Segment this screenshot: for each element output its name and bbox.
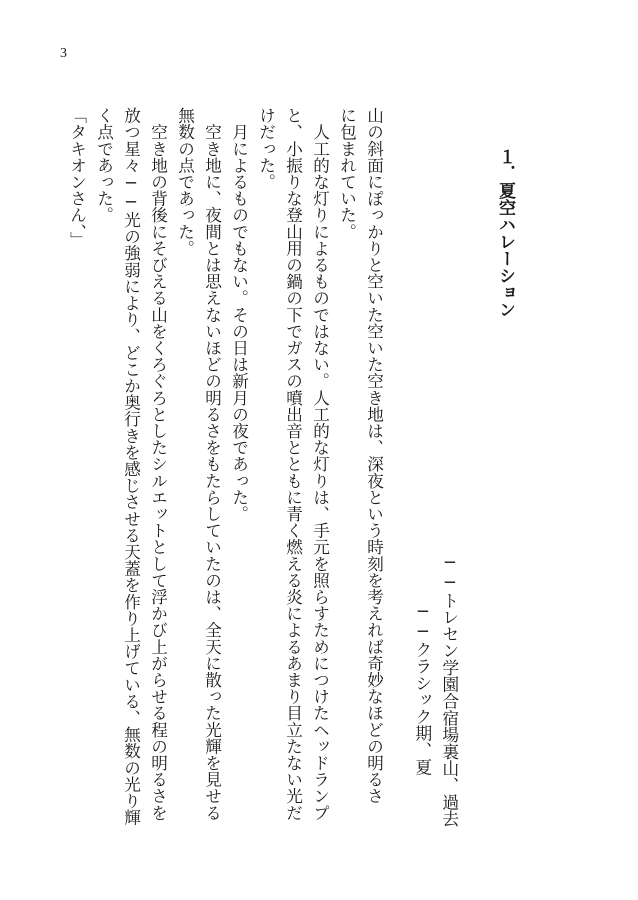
body-line-7: 空き地に、夜間とは思えないほどの明るさをもたらしていたのは、全天に散った光輝を見せる (202, 107, 222, 821)
body-line-3: 人工的な灯りによるものではない。人工的な灯りは、手元を照らすためにつけたヘッドランプ (310, 107, 330, 821)
body-line-8: 無数の点であった。 (175, 107, 195, 257)
location-line-2: ──クラシック期、夏 (412, 601, 433, 776)
body-line-4: と、小振りな登山用の鍋の下でガスの噴出音とともに青く燃える炎によるあまり目立たない光だ (283, 107, 303, 821)
body-line-9: 空き地の背後にそびえる山をくろぐろとしたシルエットとして浮かび上がらせる程の明るさを (148, 107, 168, 821)
location-line-1: ──トレセン学園合宿場裏山、過去 (439, 552, 460, 828)
body-line-6: 月によるものでもない。その日は新月の夜であった。 (229, 107, 249, 522)
chapter-title: １．夏空ハレーション (495, 148, 515, 318)
page-number: 3 (60, 46, 67, 61)
body-line-5: けだった。 (256, 107, 276, 190)
body-line-12: 「タキオンさん、」 (67, 107, 87, 249)
body-line-2: に包まれていた。 (337, 107, 357, 240)
body-line-10: 放つ星々──光の強弱により、どこか奥行きを感じさせる天蓋を作り上げている、無数の光り輝 (121, 107, 141, 826)
body-line-1: 山の斜面にぽっかりと空いた空いた空き地は、深夜という時刻を考えれば奇妙なほどの明るさ (364, 107, 384, 805)
body-line-11: く点であった。 (94, 107, 114, 224)
